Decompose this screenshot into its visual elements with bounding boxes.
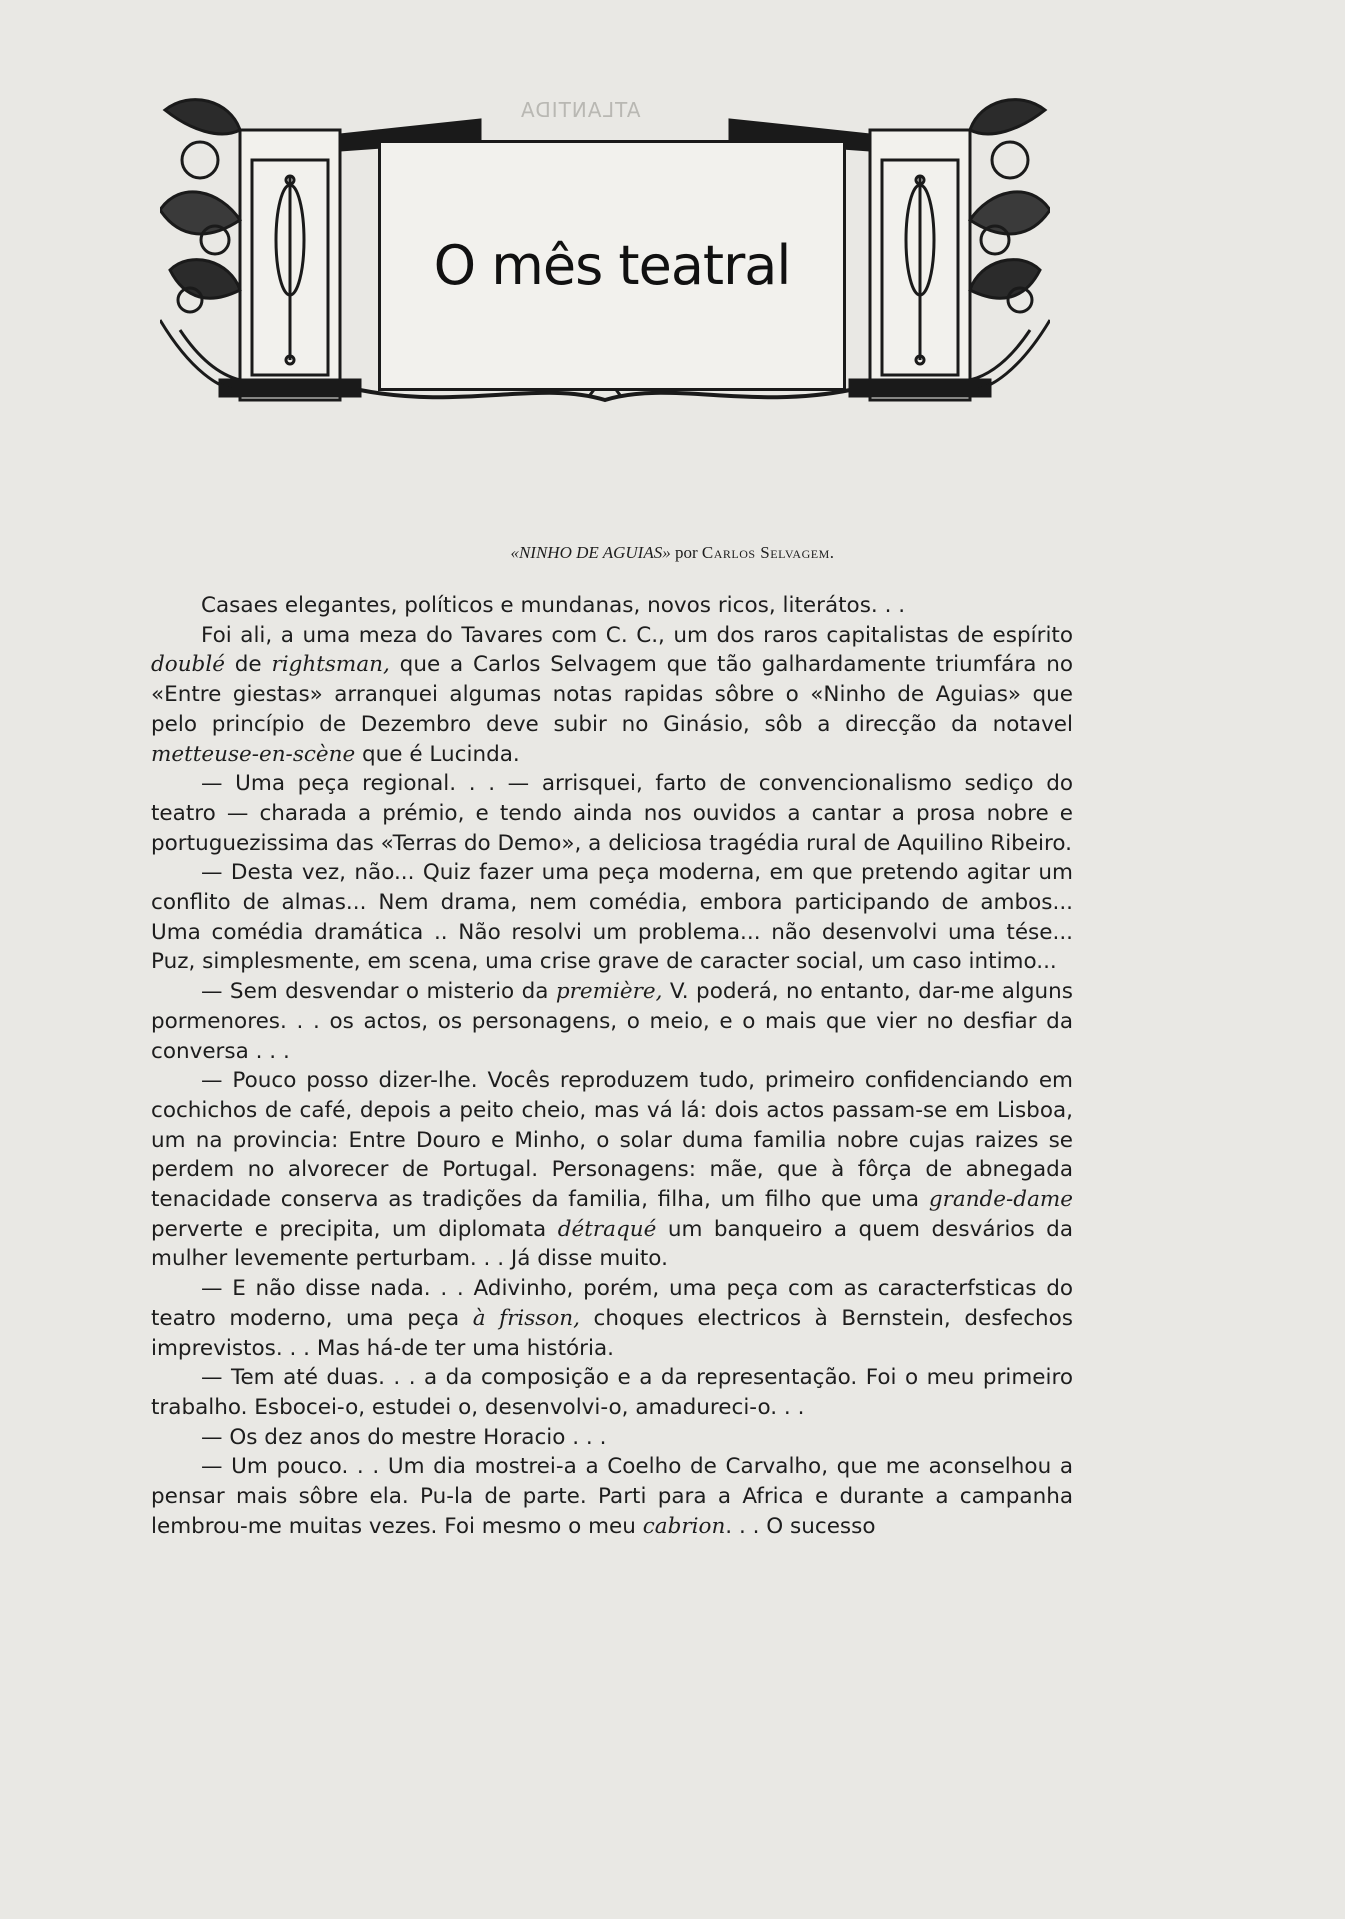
paragraph-text: — Pouco posso dizer-lhe. Vocês reproduzem tudo, primeiro confidenciando em cochichos de café, depois a peito cheio, mas vá lá: dois actos passam-se em Lisboa, um na provincia: Entre Douro e Minho, o solar duma familia nobre cujas raizes se perdem no alvorecer de Portugal. Personagens: mãe, que à fôrça de abnegada tenacidade conserva as tradições da familia, filha, um filho que uma: [151, 1068, 1073, 1213]
page-title: O mês teatral: [433, 234, 791, 297]
emphasis-text: rightsman,: [271, 652, 390, 678]
article-paragraph: [151, 1363, 1073, 1422]
article-body: [151, 591, 1073, 1542]
paragraph-text: — E não disse nada. . . Adivinho, porém, uma peça com as caracterfsticas do teatro moderno, uma peça: [151, 1276, 1073, 1331]
emphasis-text: doublé: [151, 652, 225, 678]
byline: [0, 543, 1345, 563]
paragraph-text: — Tem até duas. . . a da composição e a da representação. Foi o meu primeiro trabalho. Esbocei-o, estudei o, desenvolvi-o, amadureci-o. . .: [151, 1365, 1073, 1420]
paragraph-text: — Uma peça regional. . . — arrisquei, farto de convencionalismo sediço do teatro — charada a prémio, e tendo ainda nos ouvidos a cantar a prosa nobre e portuguezissima das «Terras do Demo», a deliciosa tragédia rural de Aquilino Ribeiro.: [151, 771, 1073, 856]
paragraph-text: choques electricos à Bernstein, desfechos imprevistos. . . Mas há-de ter uma história.: [151, 1305, 1073, 1361]
emphasis-text: à frisson,: [472, 1305, 580, 1331]
emphasis-text: détraqué: [557, 1216, 657, 1242]
paragraph-text: — Os dez anos do mestre Horacio . . .: [201, 1424, 607, 1450]
article-paragraph: [151, 591, 1073, 621]
article-paragraph: [151, 1274, 1073, 1363]
byline-author: Carlos Selvagem.: [701, 543, 835, 562]
emphasis-text: cabrion: [642, 1513, 726, 1539]
title-panel: [378, 140, 846, 391]
paragraph-text: — Um pouco. . . Um dia mostrei-a a Coelho de Carvalho, que me aconselhou a pensar mais sôbre ela. Pu-la de parte. Parti para a Africa e durante a campanha lembrou-me muitas vezes. Foi mesmo o meu: [151, 1454, 1073, 1539]
paragraph-text: . . . O sucesso: [725, 1513, 876, 1539]
article-paragraph: [151, 1423, 1073, 1453]
paragraph-text: que a Carlos Selvagem que tão galhardamente triumfára no «Entre giestas» arranquei algumas notas rapidas sôbre o «Ninho de Aguias» que pelo princípio de Dezembro deve subir no Ginásio, sôb a direcção da notavel: [151, 652, 1073, 737]
paragraph-text: Foi ali, a uma meza do Tavares com C. C., um dos raros capitalistas de espírito: [201, 622, 1073, 648]
paragraph-text: V. poderá, no entanto, dar-me alguns pormenores. . . os actos, os personagens, o meio, e o mais que vier no desfiar da conversa . . .: [151, 979, 1073, 1064]
article-paragraph: [151, 769, 1073, 858]
paragraph-text: — Desta vez, não... Quiz fazer uma peça moderna, em que pretendo agitar um conflito de almas... Nem drama, nem comédia, embora participando de ambos... Uma comédia dramática .. Não resolvi um problema... não desenvolvi uma tése... Puz, simplesmente, em scena, uma crise grave de caracter social, um caso intimo...: [151, 860, 1073, 975]
paragraph-text: — Sem desvendar o misterio da: [201, 979, 556, 1005]
article-paragraph: [151, 977, 1073, 1066]
emphasis-text: metteuse-en-scène: [151, 741, 356, 767]
paragraph-text: Casaes elegantes, políticos e mundanas, novos ricos, literátos. . .: [201, 593, 906, 618]
paragraph-text: que é Lucinda.: [355, 741, 520, 767]
article-paragraph: [151, 1452, 1073, 1541]
paragraph-text: de: [224, 652, 272, 678]
paragraph-text: um banqueiro a quem desvários da mulher levemente perturbam. . . Já disse muito.: [151, 1216, 1073, 1272]
paragraph-text: perverte e precipita, um diplomata: [151, 1216, 558, 1242]
bleed-through-title: ATLANTIDA: [520, 98, 641, 122]
article-paragraph: [151, 858, 1073, 977]
article-paragraph: [151, 621, 1073, 770]
emphasis-text: grande-dame: [928, 1187, 1073, 1213]
byline-work: «NINHO DE AGUIAS»: [510, 543, 671, 562]
article-paragraph: [151, 1066, 1073, 1274]
emphasis-text: première,: [555, 979, 663, 1005]
byline-by: por: [674, 543, 698, 562]
